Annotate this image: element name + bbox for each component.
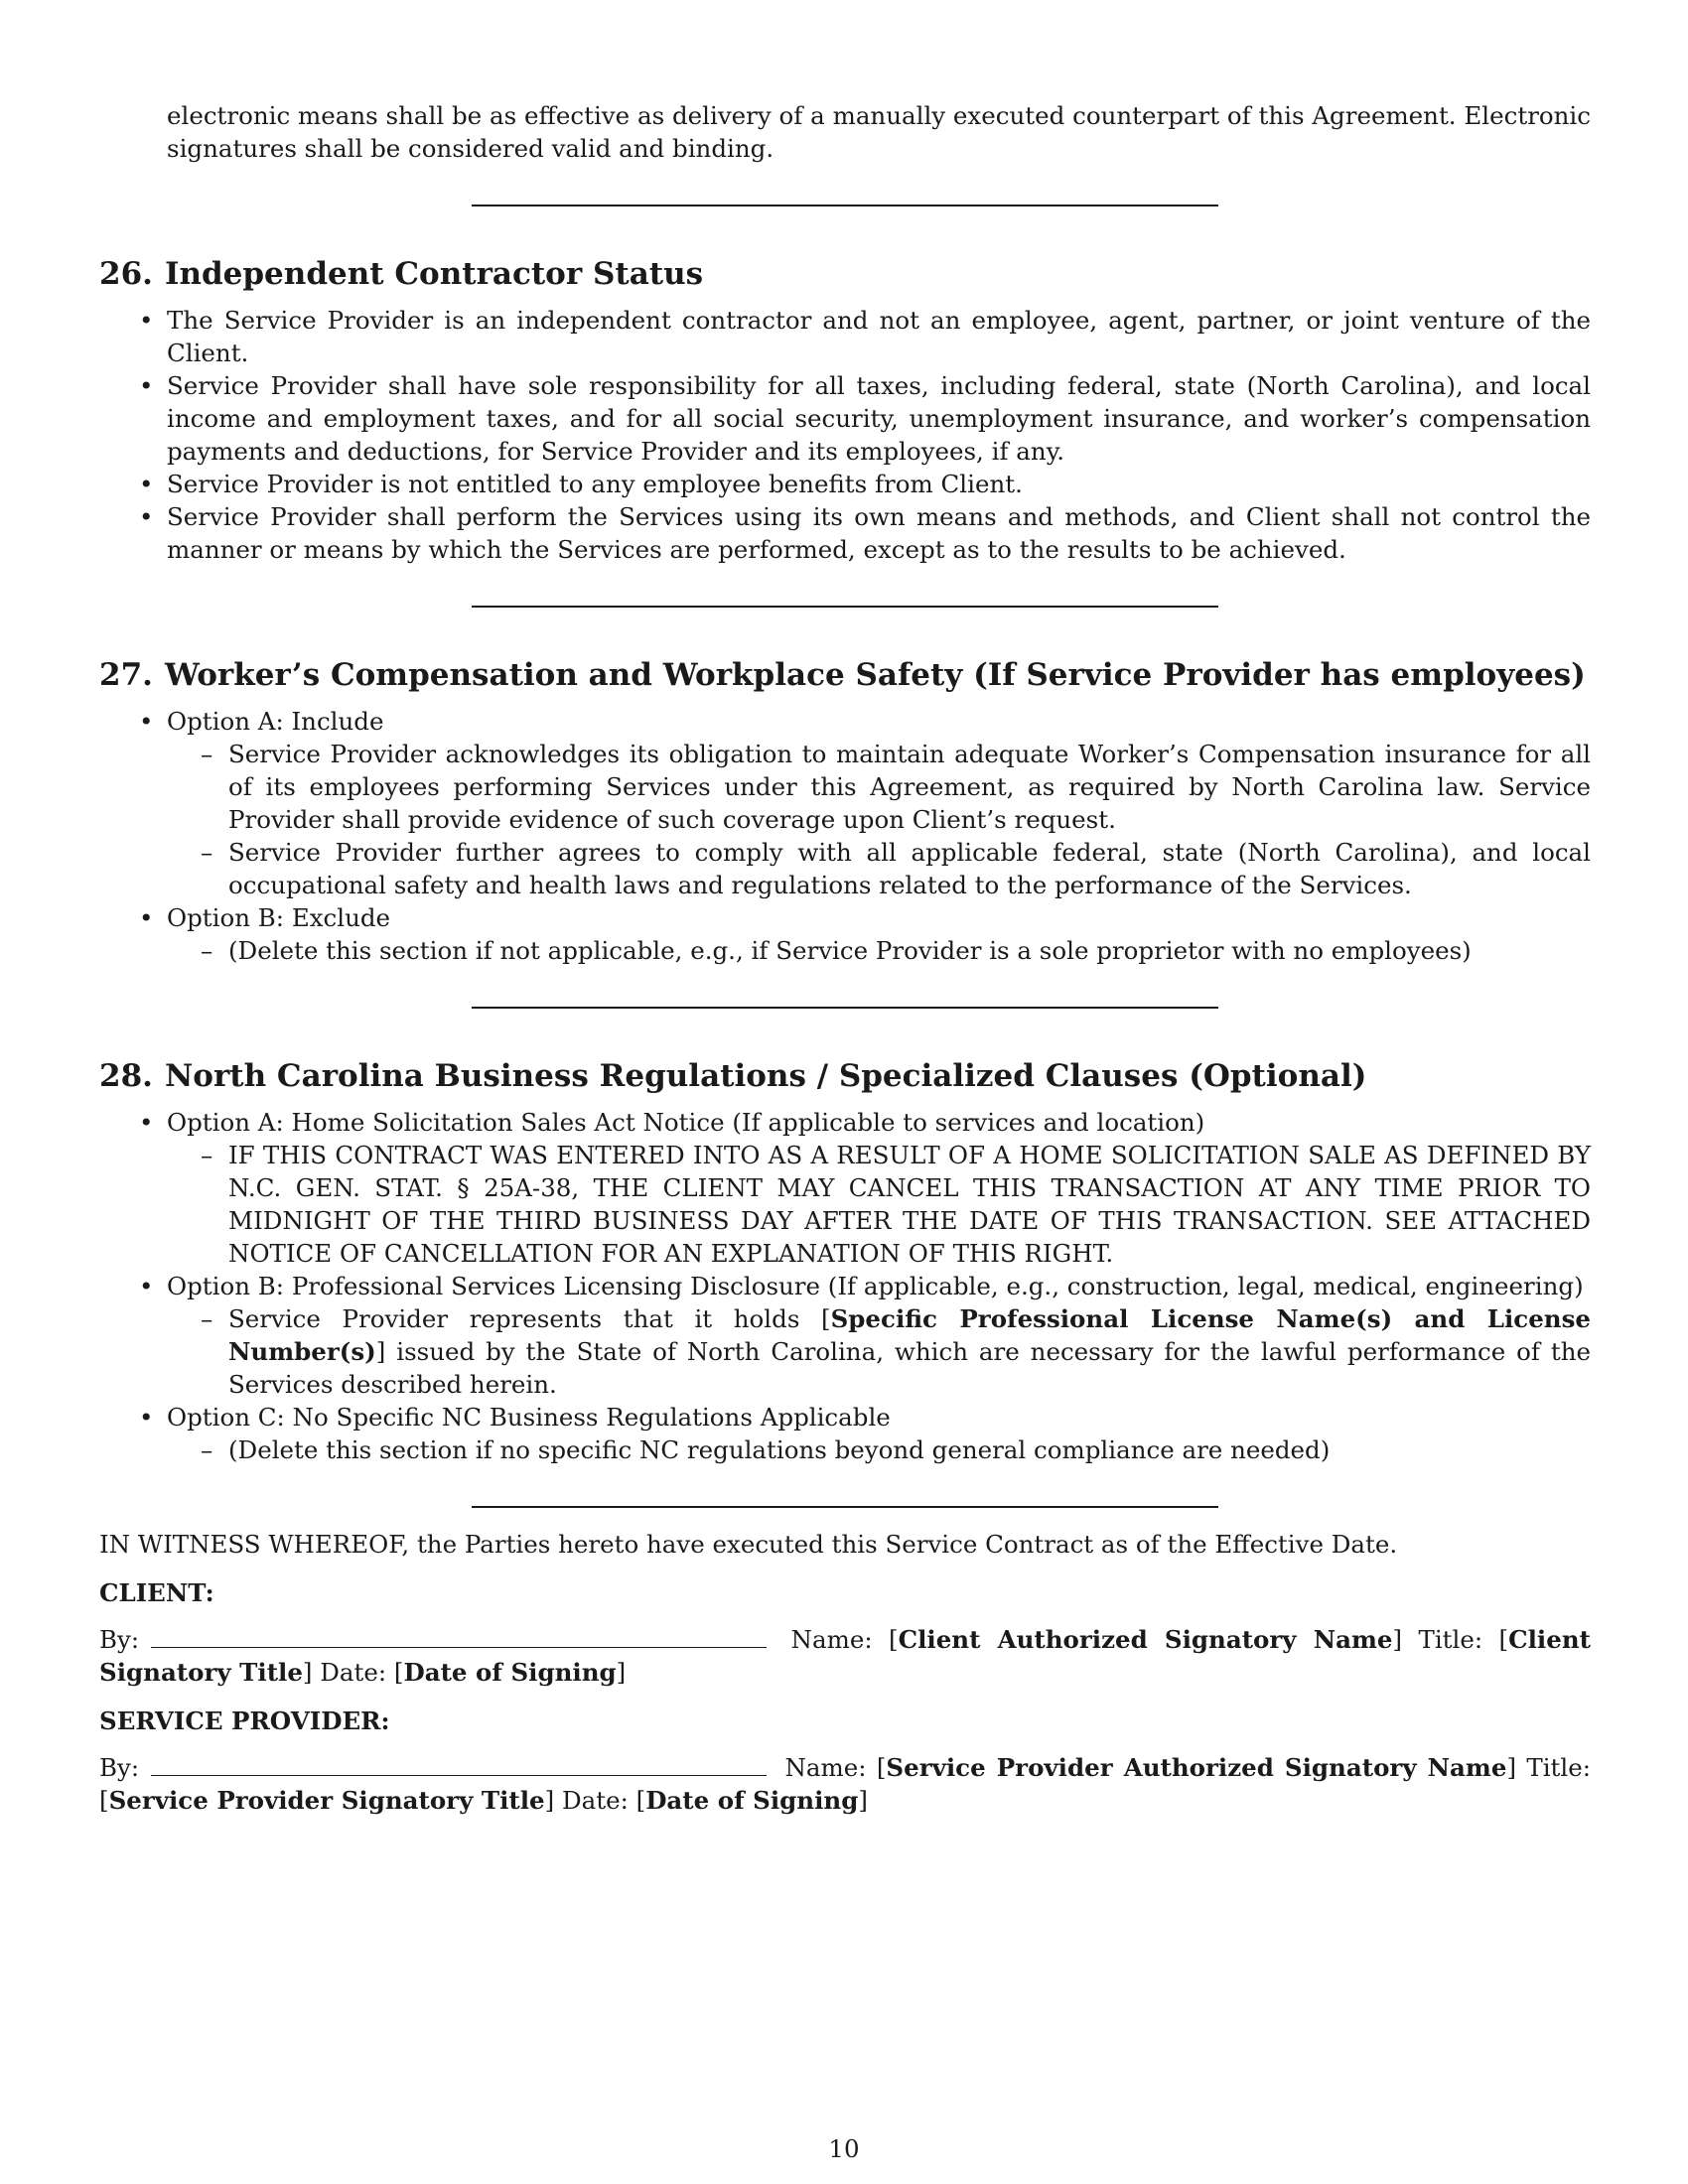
client-title-placeholder: Client Signatory Title bbox=[99, 1625, 1591, 1687]
list-item bbox=[99, 705, 1591, 901]
section-27 bbox=[99, 655, 1591, 967]
sub-list-item: – IF THIS CONTRACT WAS ENTERED INTO AS A RESULT OF A HOME SOLICITATION SALE AS DEFINED BY N.C. GEN. STAT. § 25A-38, THE CLIENT MAY CANCEL THIS TRANSACTION AT ANY TIME PRIOR TO MIDNIGHT OF THE THIRD BUSINESS DAY AFTER THE DATE OF THIS TRANSACTION. SEE ATTACHED NOTICE OF CANCELLATION FOR AN EXPLANATION OF THIS RIGHT. bbox=[167, 1139, 1591, 1270]
list-item: • The Service Provider is an independent contractor and not an employee, agent, partner, or joint venture of the Client. bbox=[99, 304, 1591, 369]
sub-list bbox=[167, 738, 1591, 901]
sub-list-item: – Service Provider acknowledges its obligation to maintain adequate Worker’s Compensation insurance for all of its employees performing Services under this Agreement, as required by North Carolina law. Service Provider shall provide evidence of such coverage upon Client’s request. bbox=[167, 738, 1591, 836]
text-fragment: Service Provider represents that it holds [ bbox=[228, 1304, 831, 1333]
section-title: North Carolina Business Regulations / Specialized Clauses (Optional) bbox=[164, 1058, 1367, 1094]
section-number: 26. bbox=[99, 256, 153, 292]
section-divider bbox=[472, 1007, 1218, 1009]
client-signature-field[interactable] bbox=[151, 1625, 767, 1648]
sub-list-item bbox=[167, 1302, 1591, 1401]
provider-title-placeholder: Service Provider Signatory Title bbox=[108, 1786, 545, 1815]
list-item: • Service Provider shall perform the Services using its own means and methods, and Client shall not control the manner or means by which the Services are performed, except as to the results to be achieved. bbox=[99, 500, 1591, 566]
section-26 bbox=[99, 254, 1591, 566]
section-heading bbox=[99, 254, 1591, 294]
option-label: Option A: Include bbox=[167, 707, 384, 736]
provider-signature-line: By: Name: [Service Provider Authorized Signatory Name] Title: [Service Provider Signatory Title] Date: [Date of Signing] bbox=[99, 1753, 1591, 1815]
section-title: Independent Contractor Status bbox=[164, 256, 704, 292]
sub-list bbox=[167, 1302, 1591, 1401]
section-title: Worker’s Compensation and Workplace Safety (If Service Provider has employees) bbox=[164, 657, 1586, 693]
list-item: • Service Provider shall have sole responsibility for all taxes, including federal, state (North Carolina), and local income and employment taxes, and for all social security, unemployment insurance, and worker’s compensation payments and deductions, for Service Provider and its employees, if any. bbox=[99, 369, 1591, 468]
name-label: Name: bbox=[790, 1625, 873, 1654]
provider-signature-field[interactable] bbox=[151, 1753, 767, 1776]
client-signature-line: By: Name: [Client Authorized Signatory Name] Title: [Client Signatory Title] Date: [Date of Signing] bbox=[99, 1625, 1591, 1687]
signature-block bbox=[99, 1528, 1591, 1817]
option-label: Option B: Exclude bbox=[167, 903, 391, 932]
section-heading bbox=[99, 1056, 1591, 1096]
sub-list-item: – (Delete this section if not applicable, e.g., if Service Provider is a sole proprietor with no employees) bbox=[167, 934, 1591, 967]
sub-list-item: – Service Provider further agrees to comply with all applicable federal, state (North Carolina), and local occupational safety and health laws and regulations related to the performance of the Services. bbox=[167, 836, 1591, 901]
document-page bbox=[99, 99, 1591, 1817]
section-number: 28. bbox=[99, 1058, 153, 1094]
by-label: By: bbox=[99, 1753, 140, 1782]
bullet-list bbox=[99, 705, 1591, 967]
sub-list bbox=[167, 1433, 1591, 1466]
section-divider bbox=[472, 606, 1218, 608]
page-number: 10 bbox=[828, 2134, 860, 2163]
title-label: Title: bbox=[1418, 1625, 1483, 1654]
by-label: By: bbox=[99, 1625, 140, 1654]
date-label: Date: bbox=[561, 1786, 629, 1815]
section-divider bbox=[472, 1506, 1218, 1508]
license-placeholder: Specific Professional License Name(s) and License Number(s) bbox=[228, 1304, 1591, 1366]
section-28 bbox=[99, 1056, 1591, 1466]
bullet-list bbox=[99, 304, 1591, 566]
bullet-list bbox=[99, 1106, 1591, 1466]
text-fragment: ] issued by the State of North Carolina, which are necessary for the lawful performance of the Services described herein. bbox=[228, 1337, 1591, 1399]
provider-heading: SERVICE PROVIDER: bbox=[99, 1706, 390, 1735]
list-item bbox=[99, 1106, 1591, 1270]
sub-list bbox=[167, 1139, 1591, 1270]
witness-statement: IN WITNESS WHEREOF, the Parties hereto have executed this Service Contract as of the Effective Date. bbox=[99, 1530, 1398, 1559]
list-item: • Service Provider is not entitled to any employee benefits from Client. bbox=[99, 468, 1591, 500]
title-label: Title: bbox=[1526, 1753, 1591, 1782]
list-item bbox=[99, 1401, 1591, 1466]
list-item bbox=[99, 901, 1591, 967]
continued-paragraph: electronic means shall be as effective as delivery of a manually executed counterpart of this Agreement. Electronic signatures shall be considered valid and binding. bbox=[167, 101, 1591, 163]
section-number: 27. bbox=[99, 657, 153, 693]
client-heading: CLIENT: bbox=[99, 1578, 214, 1607]
provider-name-placeholder: Service Provider Authorized Signatory Name bbox=[886, 1753, 1507, 1782]
client-name-placeholder: Client Authorized Signatory Name bbox=[898, 1625, 1393, 1654]
sub-list-item: – (Delete this section if no specific NC regulations beyond general compliance are needed) bbox=[167, 1433, 1591, 1466]
option-label: Option C: No Specific NC Business Regulations Applicable bbox=[167, 1403, 891, 1432]
client-date-placeholder: Date of Signing bbox=[403, 1658, 617, 1687]
name-label: Name: bbox=[784, 1753, 867, 1782]
date-label: Date: bbox=[320, 1658, 387, 1687]
sub-list bbox=[167, 934, 1591, 967]
provider-date-placeholder: Date of Signing bbox=[645, 1786, 859, 1815]
option-label: Option A: Home Solicitation Sales Act Notice (If applicable to services and location) bbox=[167, 1108, 1205, 1137]
section-divider bbox=[472, 205, 1218, 206]
option-label: Option B: Professional Services Licensing Disclosure (If applicable, e.g., construction, legal, medical, engineering) bbox=[167, 1272, 1584, 1300]
section-heading bbox=[99, 655, 1591, 695]
list-item bbox=[99, 1270, 1591, 1401]
